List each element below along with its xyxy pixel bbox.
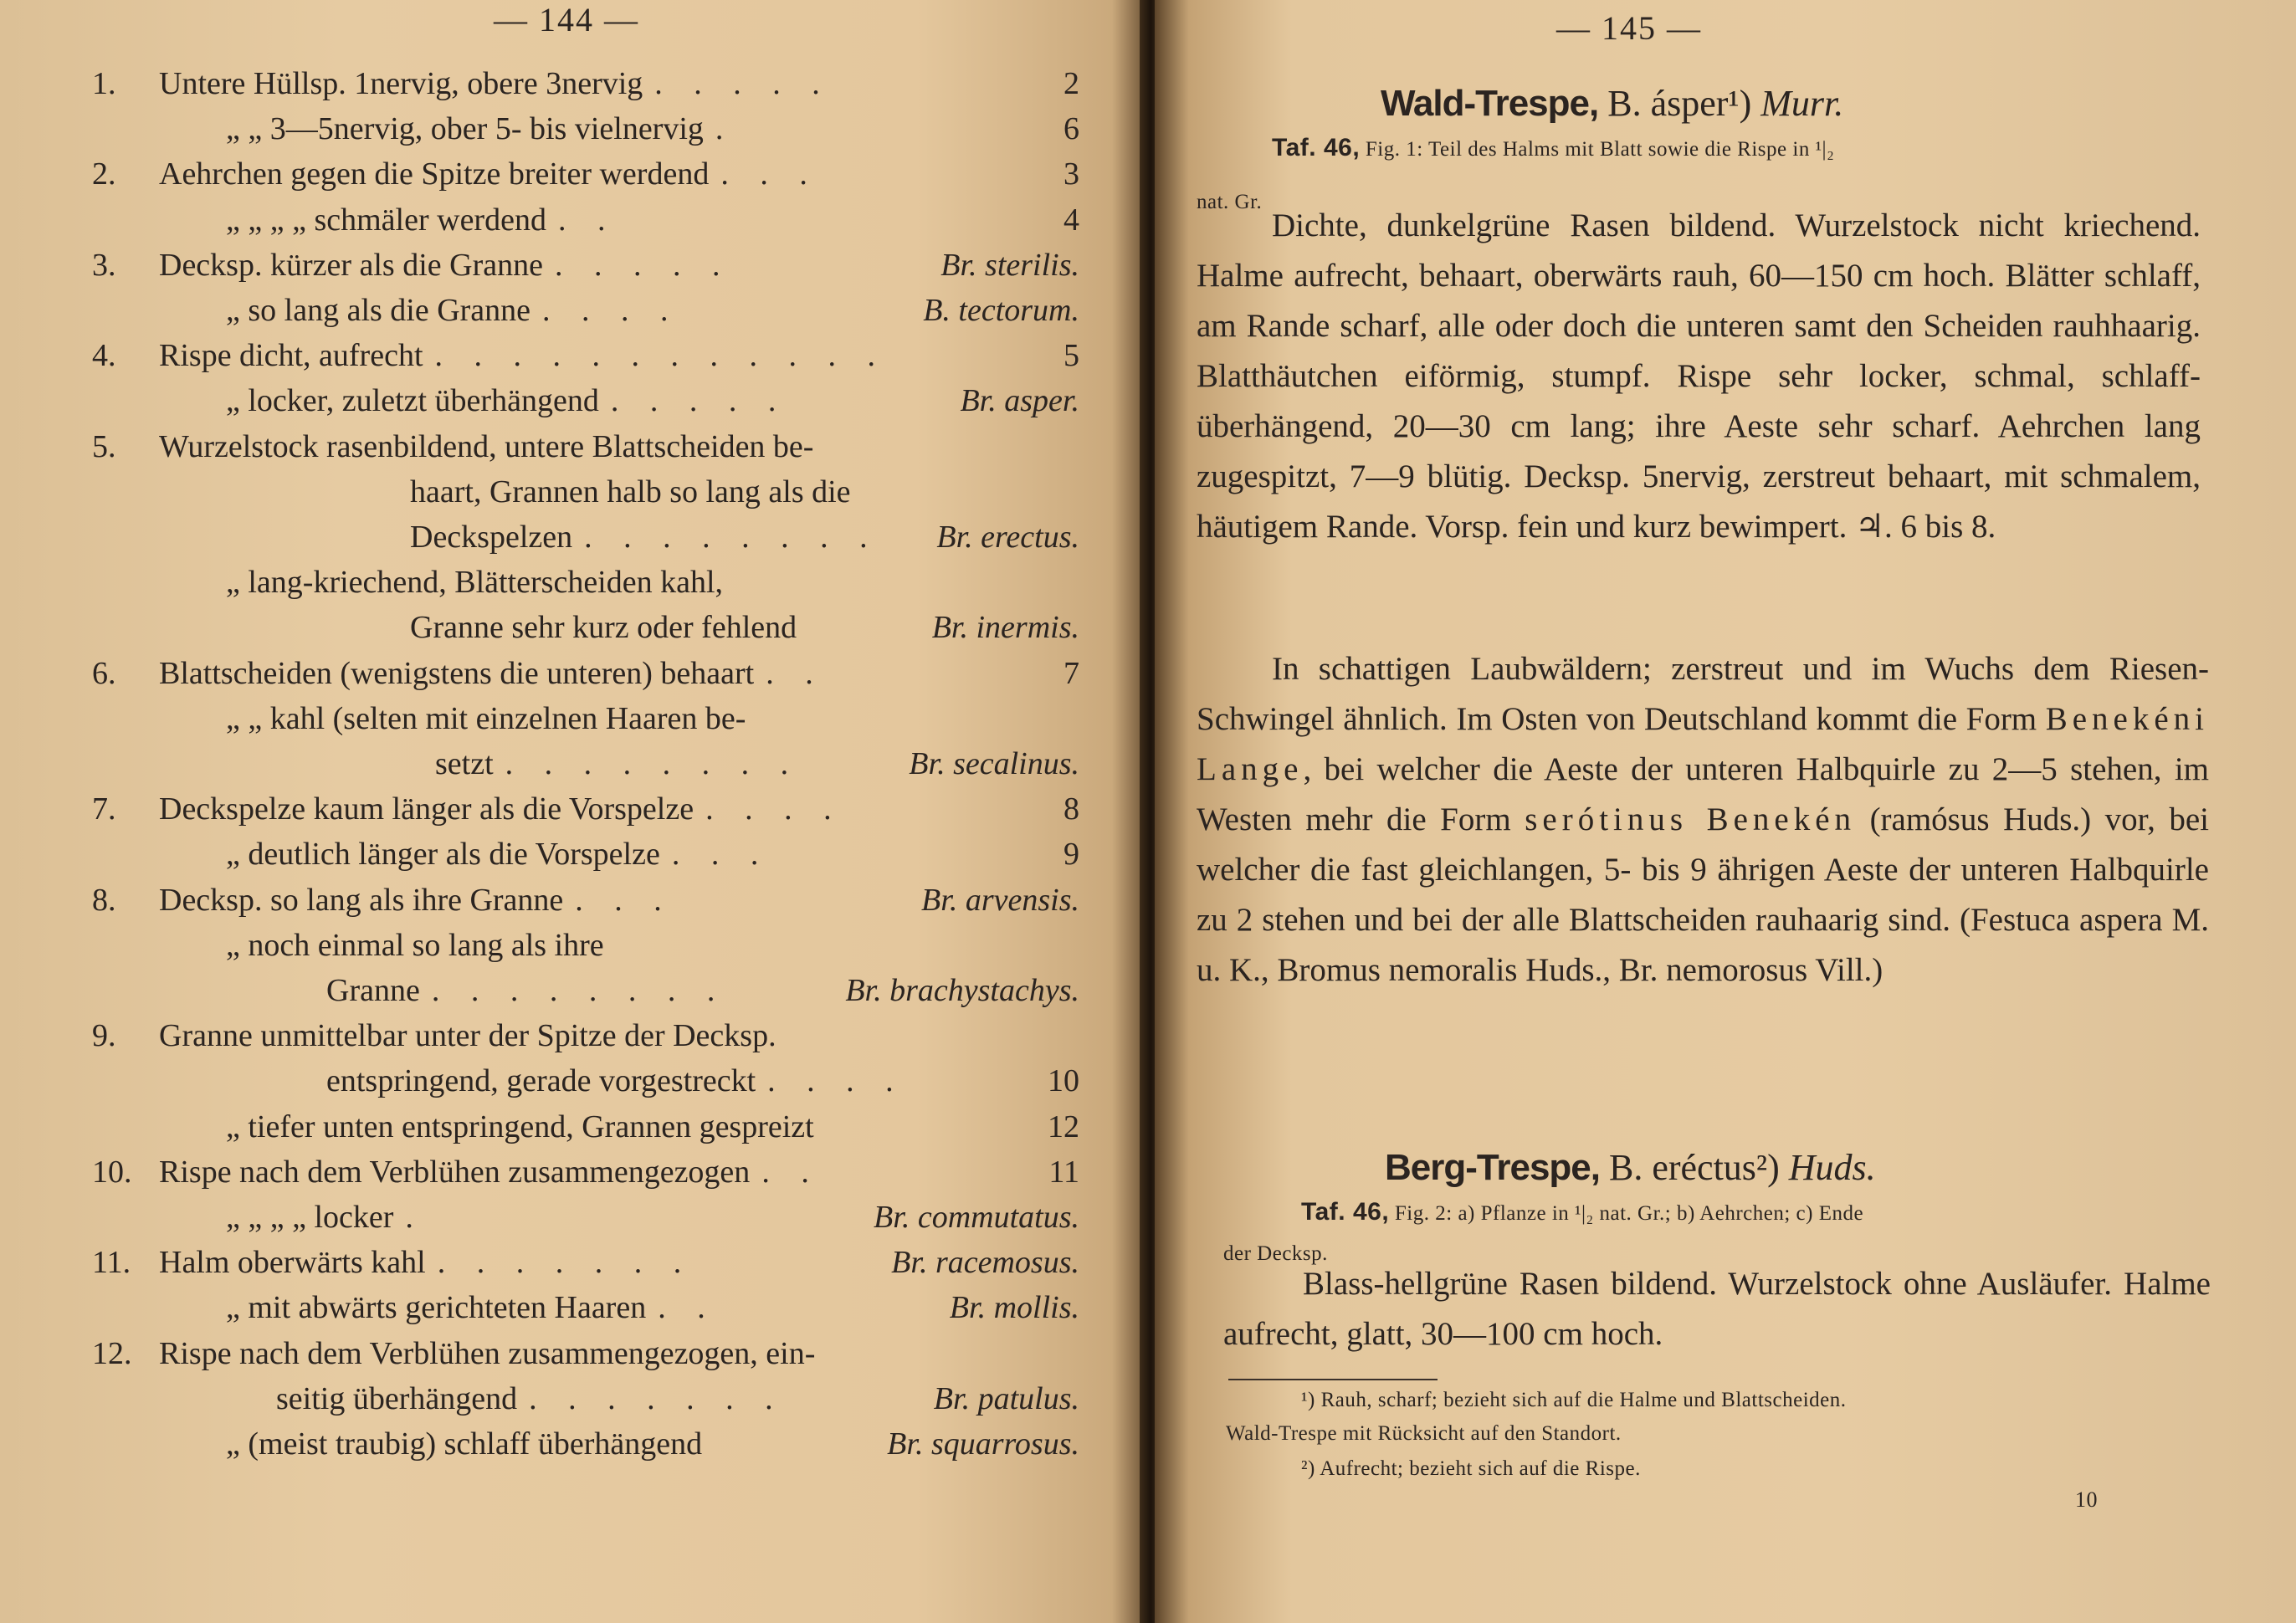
form-name-benekeni: Benekéni Lange <box>1197 701 2210 787</box>
leader-dots: . . . . . . . . . . . . <box>434 338 888 374</box>
key-line-result <box>923 292 1079 329</box>
leader-dots: . . . . <box>767 1063 905 1099</box>
key-line-result-text: Br. sterilis. <box>940 247 1079 283</box>
key-line-text: Decksp. kürzer als die Granne <box>159 247 543 283</box>
leader-dots: . . <box>761 1154 821 1190</box>
key-line <box>92 882 1079 919</box>
key-line-result <box>1063 156 1079 192</box>
leader-dots: . . . . . <box>654 66 832 101</box>
key-line <box>92 609 1079 646</box>
key-line-number: 10. <box>92 1154 132 1190</box>
key-line-result-text: 11 <box>1048 1154 1079 1190</box>
key-line-result-text: Br. brachystachys. <box>845 973 1079 1008</box>
key-line-result-text: 4 <box>1063 202 1079 238</box>
key-line <box>92 836 1079 873</box>
key-line-text: setzt <box>435 746 494 781</box>
leader-dots: . . <box>557 202 618 238</box>
key-line-result-text: 6 <box>1063 111 1079 147</box>
key-line <box>92 791 1079 827</box>
key-line-text: Deckspelze kaum länger als die Vorspelze <box>159 791 694 827</box>
key-line <box>92 1289 1079 1326</box>
key-line-text: Halm oberwärts kahl <box>159 1245 426 1281</box>
key-line-text: „ „ kahl (selten mit einzelnen Haaren be- <box>226 700 746 736</box>
key-line-text: Blattscheiden (wenigstens die unteren) behaart <box>159 655 755 691</box>
habitat-paragraph <box>1197 644 2209 996</box>
habitat-text-c: (ramósus Huds.) vor, bei welcher die fast gleichlangen, 5- bis 9 ährigen Aeste der unteren Halbquirle zu 2 stehen und bei der alle Blattscheiden rauhaarig sind. (Festuca aspera M. u. K., Bromus nemoralis Huds., Br. nemorosus Vill.) <box>1197 801 2210 988</box>
key-line <box>92 1335 1079 1372</box>
key-line <box>92 1017 1079 1054</box>
key-line-result <box>1048 1154 1079 1190</box>
leader-dots: . . . . . . . . <box>505 746 801 781</box>
right-page <box>1155 0 2296 1623</box>
species-author: Huds. <box>1788 1147 1876 1188</box>
key-line-text: Granne <box>326 973 420 1008</box>
key-line-text: „ so lang als die Granne <box>226 293 531 328</box>
key-line <box>92 1380 1079 1417</box>
key-line-text: Decksp. so lang als ihre Granne <box>159 882 564 918</box>
key-line-number: 4. <box>92 338 116 374</box>
key-line-result <box>845 972 1079 1009</box>
key-line-result <box>940 247 1079 284</box>
leader-dots: . . . . <box>705 791 843 827</box>
key-line <box>92 1244 1079 1281</box>
key-line-result-text: Br. mollis. <box>949 1290 1079 1326</box>
key-line <box>92 655 1079 692</box>
key-line-result-text: 9 <box>1063 837 1079 873</box>
key-line-result <box>1063 337 1079 374</box>
key-line <box>92 110 1079 147</box>
key-line <box>92 382 1079 419</box>
key-line <box>92 1199 1079 1236</box>
key-line-text: Granne unmittelbar unter der Spitze der Decksp. <box>159 1018 776 1054</box>
key-line-result-text: 3 <box>1063 156 1079 192</box>
key-line-text: „ „ 3—5nervig, ober 5- bis vielnervig <box>226 111 704 147</box>
key-line-text: Rispe dicht, aufrecht <box>159 338 423 374</box>
key-line-number: 5. <box>92 428 116 464</box>
key-line-number: 1. <box>92 66 116 101</box>
key-line <box>92 1062 1079 1099</box>
habitat-text-a: In schattigen Laubwäldern; zerstreut und im Wuchs dem Riesen-Schwingel ähnlich. Im Osten von Deutschland kommt die Form <box>1197 651 2209 737</box>
key-line <box>92 1108 1079 1145</box>
key-line <box>92 1426 1079 1462</box>
leader-dots: . . <box>658 1290 717 1326</box>
leader-dots: . . . . <box>542 293 680 328</box>
key-line-result-text: Br. arvensis. <box>921 882 1079 918</box>
leader-dots: . <box>405 1200 425 1235</box>
key-line-text: „ noch einmal so lang als ihre <box>226 927 604 963</box>
key-line-result <box>950 1289 1079 1326</box>
species-heading-wald-trespe <box>1381 82 1843 125</box>
leader-dots: . . . . . . . . <box>584 520 879 555</box>
key-line-result <box>932 609 1079 646</box>
leader-dots: . . . <box>575 882 674 918</box>
key-line <box>92 202 1079 238</box>
key-line-result <box>909 745 1079 782</box>
plate-caption-cont: nat. Gr. <box>1197 191 1263 213</box>
key-line-result <box>1048 1062 1079 1099</box>
description-text: Blass-hellgrüne Rasen bildend. Wurzelstock ohne Ausläufer. Halme aufrecht, glatt, 30—100 cm hoch. <box>1223 1266 2211 1352</box>
description-paragraph <box>1197 201 2201 552</box>
key-line-result <box>1063 110 1079 147</box>
leader-dots: . . . <box>720 156 819 192</box>
key-line-result-text: Br. commutatus. <box>874 1200 1079 1235</box>
key-line-result-text: Br. secalinus. <box>909 746 1079 781</box>
key-line-text: Granne sehr kurz oder fehlend <box>410 610 797 646</box>
habitat-text-b: , bei welcher die Aeste der unteren Halbquirle zu 2—5 stehen, im Westen mehr die Form <box>1197 751 2209 837</box>
plate-label: Taf. 46, <box>1301 1198 1390 1226</box>
key-line-result-text: 12 <box>1048 1108 1079 1144</box>
key-line-result <box>874 1199 1079 1236</box>
leader-dots: . . . . . <box>610 383 788 419</box>
key-line-result-text: B. tectorum. <box>923 293 1079 328</box>
species-name: Berg-Trespe, <box>1385 1147 1600 1188</box>
key-line-number: 11. <box>92 1245 131 1281</box>
key-line <box>92 972 1079 1009</box>
key-line-result-text: Br. asper. <box>960 383 1079 419</box>
key-line-result-text: 10 <box>1048 1063 1079 1099</box>
key-line-text: „ (meist traubig) schlaff überhängend <box>226 1426 703 1462</box>
plate-reference <box>1272 134 1834 162</box>
key-line-result <box>934 1380 1079 1417</box>
plate-caption-cont: der Decksp. <box>1223 1242 1328 1265</box>
key-line <box>92 927 1079 964</box>
leader-dots: . . . . . . . . <box>431 973 727 1008</box>
key-line-result <box>936 519 1079 556</box>
key-line-result <box>1063 655 1079 692</box>
key-line <box>92 292 1079 329</box>
page-number-left: — 144 — <box>494 1 639 38</box>
signature-mark: 10 <box>2075 1487 2098 1512</box>
key-line-text: seitig überhängend <box>276 1380 518 1416</box>
key-line-number: 9. <box>92 1018 116 1054</box>
species-latin: B. eréctus²) <box>1608 1147 1780 1188</box>
key-line-number: 7. <box>92 791 116 827</box>
key-line <box>92 156 1079 192</box>
key-line <box>92 519 1079 556</box>
key-line-text: „ locker, zuletzt überhängend <box>226 383 599 419</box>
key-line-result-text: Br. racemosus. <box>891 1245 1079 1281</box>
leader-dots: . . . . . <box>554 247 732 283</box>
leader-dots: . . . . . . . <box>529 1380 785 1416</box>
leader-dots: . <box>715 111 735 147</box>
key-line-text: „ deutlich länger als die Vorspelze <box>226 837 660 873</box>
leader-dots: . . . <box>671 837 771 873</box>
plate-label: Taf. 46, <box>1272 134 1361 161</box>
form-name-serotinus: serótinus Benekén <box>1525 801 1857 837</box>
key-line-result <box>1063 791 1079 827</box>
key-line <box>92 700 1079 737</box>
key-line <box>92 247 1079 284</box>
key-line <box>92 428 1079 465</box>
description-paragraph <box>1223 1259 2211 1359</box>
leader-dots: . . . . . . . <box>437 1245 694 1281</box>
key-line-text: „ mit abwärts gerichteten Haaren <box>226 1290 647 1326</box>
key-line-result <box>960 382 1079 419</box>
key-line-result-text: 2 <box>1063 66 1079 101</box>
key-line <box>92 337 1079 374</box>
key-line-text: Rispe nach dem Verblühen zusammengezogen <box>159 1154 751 1190</box>
key-line <box>92 1154 1079 1190</box>
plate-reference <box>1301 1198 1863 1226</box>
key-line-text: „ „ „ „ schmäler werdend <box>226 202 546 238</box>
key-line-text: „ tiefer unten entspringend, Grannen gespreizt <box>226 1108 814 1144</box>
key-line-text: Wurzelstock rasenbildend, untere Blattscheiden be- <box>159 428 814 464</box>
leader-dots: . . <box>766 655 825 691</box>
footnote-2: ²) Aufrecht; bezieht sich auf die Rispe. <box>1301 1457 1641 1480</box>
key-line-text: Untere Hüllsp. 1nervig, obere 3nervig <box>159 66 643 101</box>
key-line-result-text: Br. squarrosus. <box>887 1426 1079 1462</box>
key-line <box>92 474 1079 510</box>
key-line-result-text: 5 <box>1063 338 1079 374</box>
plate-caption: Fig. 1: Teil des Halms mit Blatt sowie die Rispe in ¹|₂ <box>1365 138 1835 161</box>
key-line-number: 3. <box>92 247 116 283</box>
footnote-1-cont: Wald-Trespe mit Rücksicht auf den Standort. <box>1226 1422 1622 1445</box>
left-page <box>0 0 1146 1623</box>
key-line-text: Deckspelzen <box>410 520 573 555</box>
key-line-result-text: Br. patulus. <box>933 1380 1079 1416</box>
key-line-result <box>887 1426 1079 1462</box>
key-line-text: „ lang-kriechend, Blätterscheiden kahl, <box>226 565 724 601</box>
key-line-number: 6. <box>92 655 116 691</box>
key-line-text: haart, Grannen halb so lang als die <box>410 474 851 509</box>
species-heading-berg-trespe <box>1385 1146 1876 1189</box>
key-line <box>92 564 1079 601</box>
key-line-result <box>1048 1108 1079 1145</box>
key-line-result-text: 8 <box>1063 791 1079 827</box>
key-line-result <box>921 882 1079 919</box>
key-line-result <box>1063 65 1079 102</box>
key-line-result <box>891 1244 1079 1281</box>
page-number-right: — 145 — <box>1556 9 1702 47</box>
key-line <box>92 65 1079 102</box>
key-line-result-text: Br. erectus. <box>936 520 1079 555</box>
key-line-number: 8. <box>92 882 116 918</box>
key-line-result-text: 7 <box>1063 655 1079 691</box>
key-line-number: 12. <box>92 1335 132 1371</box>
key-line-text: „ „ „ „ locker <box>226 1200 394 1235</box>
footnote-rule <box>1228 1379 1438 1380</box>
species-author: Murr. <box>1760 83 1844 124</box>
species-name: Wald-Trespe, <box>1381 83 1599 124</box>
key-line-text: Rispe nach dem Verblühen zusammengezogen, ein- <box>159 1335 816 1371</box>
key-line <box>92 745 1079 782</box>
key-line-result <box>1063 836 1079 873</box>
footnote-1: ¹) Rauh, scharf; bezieht sich auf die Halme und Blattscheiden. <box>1301 1389 1847 1411</box>
key-line-text: entspringend, gerade vorgestreckt <box>326 1063 756 1099</box>
key-line-result-text: Br. inermis. <box>931 610 1079 646</box>
species-latin: B. ásper¹) <box>1607 83 1752 124</box>
description-text: Dichte, dunkelgrüne Rasen bildend. Wurzelstock nicht kriechend. Halme aufrecht, behaart, oberwärts rauh, 60—150 cm hoch. Blätter schlaff, am Rande scharf, alle oder doch die unteren samt den Scheiden rauhhaarig. Blatthäutchen eiförmig, stumpf. Rispe sehr locker, schmal, schlaff-überhängend, 20—30 cm lang; ihre Aeste sehr scharf. Aehrchen lang zugespitzt, 7—9 blütig. Decksp. 5nervig, zerstreut behaart, mit schmalem, häutigem Rande. Vorsp. fein und kurz bewimpert. ♃. 6 bis 8. <box>1197 207 2201 545</box>
key-line-number: 2. <box>92 156 116 192</box>
plate-caption: Fig. 2: a) Pflanze in ¹|₂ nat. Gr.; b) Aehrchen; c) Ende <box>1394 1202 1864 1225</box>
key-line-result <box>1063 202 1079 238</box>
key-line-text: Aehrchen gegen die Spitze breiter werdend <box>159 156 710 192</box>
